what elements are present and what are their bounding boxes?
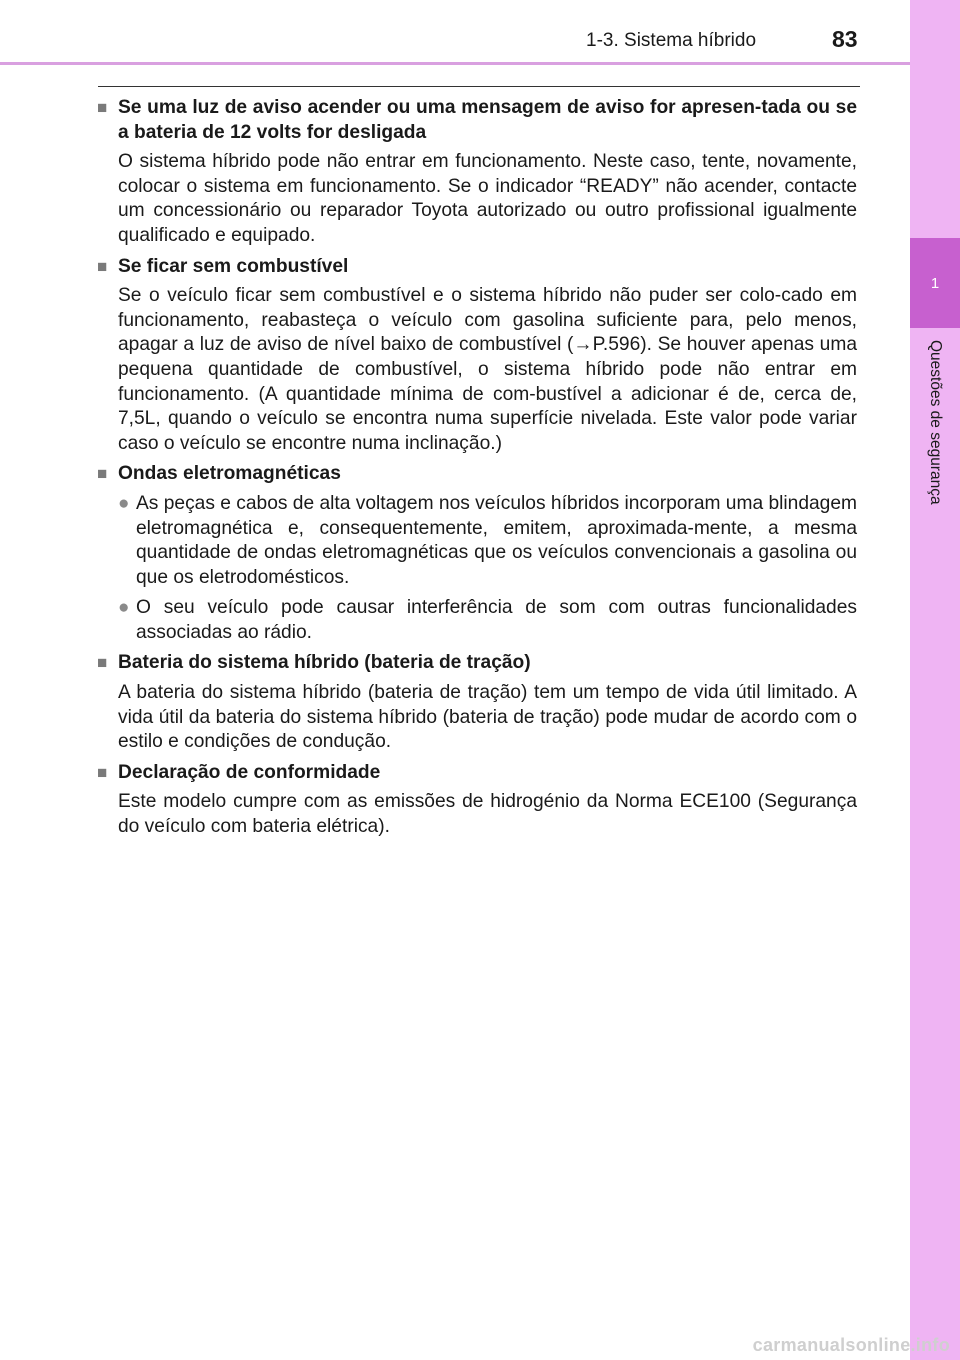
heading-text: Bateria do sistema híbrido (bateria de tração)	[118, 652, 531, 674]
section-out-of-fuel	[97, 255, 857, 457]
list-item-text: O seu veículo pode causar interferência de som com outras funcionalidades associadas ao rádio.	[136, 597, 857, 643]
section-heading	[97, 255, 857, 280]
section-paragraph: Este modelo cumpre com as emissões de hidrogénio da Norma ECE100 (Segurança do veículo com bateria elétrica).	[118, 791, 857, 838]
chapter-tab[interactable]	[910, 238, 960, 328]
chapter-number: 1	[930, 274, 940, 292]
content-rule	[98, 86, 860, 87]
square-bullet-icon: ■	[97, 653, 108, 673]
side-band	[910, 0, 960, 1360]
page-number: 83	[832, 26, 858, 52]
section-paragraph: A bateria do sistema híbrido (bateria de tração) tem um tempo de vida útil limitado. A vida útil da bateria do sistema híbrido (bateria de tração) pode mudar de acordo com o estilo e condições de condução.	[118, 682, 857, 753]
section-title: 1-3. Sistema híbrido	[586, 30, 757, 51]
dot-bullet-icon: ●	[118, 492, 130, 514]
section-paragraph: Se o veículo ficar sem combustível e o sistema híbrido não puder ser colo-cado em funcionamento, reabasteça o veículo com gasolina suficiente para, pelo menos, apagar a luz de aviso de nível baixo de combustível (→P.596). Se houver apenas uma pequena quantidade de combustível, o sistema híbrido pode não entrar em funcionamento. (A quantidade mínima de com-bustível a adicionar é de, cerca de, 7,5L, quando o veículo se encontra numa superfície nivelada. Este valor pode variar caso o veículo se encontre numa inclinação.)	[118, 285, 857, 454]
watermark: carmanualsonline.info	[752, 1335, 950, 1355]
heading-text: Declaração de conformidade	[118, 761, 381, 783]
section-electromagnetic-waves	[97, 462, 857, 645]
section-conformity	[97, 761, 857, 840]
chapter-title: Questões de segurança	[927, 340, 944, 505]
square-bullet-icon: ■	[97, 98, 108, 117]
section-hybrid-battery	[97, 651, 857, 754]
section-heading	[97, 651, 857, 676]
heading-text: Se ficar sem combustível	[118, 255, 349, 277]
heading-text: Se uma luz de aviso acender ou uma mensagem de aviso for apresen-tada ou se a bateria de 12 volts for desligada	[118, 97, 857, 143]
section-heading	[97, 96, 857, 145]
section-warning-light	[97, 96, 857, 249]
header-rule	[0, 62, 910, 65]
section-paragraph: O sistema híbrido pode não entrar em funcionamento. Neste caso, tente, novamente, colocar o sistema em funcionamento. Se o indicador “READY” não acender, contacte um concessionário ou reparador Toyota autorizado ou outro profissional igualmente qualificado e equipado.	[118, 151, 857, 246]
square-bullet-icon: ■	[97, 256, 108, 276]
list-item	[118, 492, 857, 590]
section-heading	[97, 462, 857, 487]
list-item-text: As peças e cabos de alta voltagem nos veículos híbridos incorporam uma blindagem eletromagnética e, consequentemente, emitem, aproximada-mente, a mesma quantidade de ondas eletromagnéticas que os veículos convencionais a gasolina ou que os eletrodomésticos.	[136, 492, 857, 588]
dot-bullet-icon: ●	[118, 597, 130, 619]
square-bullet-icon: ■	[97, 762, 108, 782]
square-bullet-icon: ■	[97, 464, 108, 484]
page-content	[97, 96, 857, 846]
section-heading	[97, 761, 857, 786]
list-item	[118, 596, 857, 645]
heading-text: Ondas eletromagnéticas	[118, 463, 341, 485]
